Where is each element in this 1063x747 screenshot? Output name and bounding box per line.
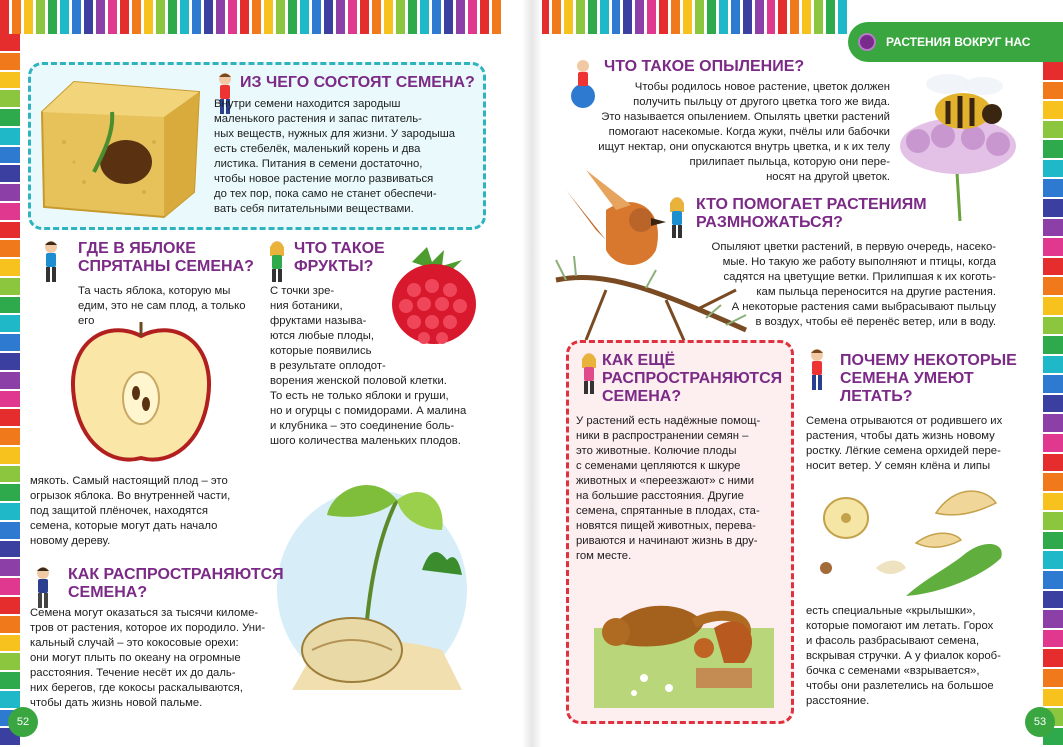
rainbow-stripe [814, 0, 826, 34]
sprouting-coconut-image [272, 460, 472, 700]
text-line: которые появились [270, 345, 372, 357]
text-line: ных веществ, нужных для жизни. У зародыша [214, 128, 456, 140]
text-line: Та часть яблока, которую мы [78, 285, 231, 297]
text-line: У растений есть надёжные помощ- [576, 415, 761, 427]
rainbow-stripe [408, 0, 420, 34]
text-line: шого количества маленьких плодов. [270, 435, 461, 447]
rainbow-stripe [0, 222, 20, 241]
rainbow-stripe [72, 0, 84, 34]
rainbow-stripe [0, 203, 20, 222]
rainbow-stripe [180, 0, 192, 34]
seeds-heading: ИЗ ЧЕГО СОСТОЯТ СЕМЕНА? [240, 74, 475, 91]
rainbow-stripe [468, 0, 480, 34]
text-line: носит ветер. У семян клёна и липы [806, 460, 991, 472]
rainbow-stripe [0, 297, 20, 316]
rainbow-border-top-left [0, 0, 512, 34]
text-line: чтобы новое растение могло развиваться [214, 173, 434, 185]
text-line: Семена могут оказаться за тысячи киломе- [30, 607, 259, 619]
rainbow-stripe [1043, 179, 1063, 199]
rainbow-stripe [360, 0, 372, 34]
text-line: бочка с семенами «взрывается», [806, 665, 980, 677]
rainbow-stripe [48, 0, 60, 34]
rainbow-stripe [0, 597, 20, 616]
rainbow-stripe [432, 0, 444, 34]
rainbow-stripe [276, 0, 288, 34]
rainbow-stripe [826, 0, 838, 34]
rainbow-stripe [1043, 532, 1063, 552]
rainbow-stripe [659, 0, 671, 34]
text-line: с семенами цепляются к шкуре [576, 460, 741, 472]
rainbow-stripe [1043, 317, 1063, 337]
rainbow-stripe [0, 109, 20, 128]
rainbow-stripe [84, 0, 96, 34]
rainbow-stripe [1043, 199, 1063, 219]
rainbow-stripe [635, 0, 647, 34]
rainbow-stripe [1043, 82, 1063, 102]
page-number-right: 53 [1025, 707, 1055, 737]
text-line: Внутри семени находится зародыш [214, 98, 401, 110]
fly-text-bottom [806, 604, 1046, 709]
rainbow-stripe [683, 0, 695, 34]
apple-heading: ГДЕ В ЯБЛОКЕ СПРЯТАНЫ СЕМЕНА? [78, 240, 254, 275]
text-line: Опыляют цветки растений, в первую очередь, насеко- [711, 241, 996, 253]
rainbow-stripe [1043, 473, 1063, 493]
rainbow-stripe [0, 522, 20, 541]
rainbow-stripe [1043, 121, 1063, 141]
rainbow-stripe [0, 372, 20, 391]
text-line: помогают насекомые. Когда жуки, пчёлы или бабочки [608, 126, 890, 138]
text-line: есть стебелёк, маленький корень и два [214, 143, 421, 155]
rainbow-stripe [0, 409, 20, 428]
text-line: Чтобы родилось новое растение, цветок должен [634, 81, 890, 93]
text-line: фруктами называ- [270, 315, 367, 327]
text-line: вскрывая стручки. А у фиалок короб- [806, 650, 1001, 662]
rainbow-stripe [1043, 669, 1063, 689]
rainbow-stripe [336, 0, 348, 34]
rainbow-stripe [1043, 512, 1063, 532]
rainbow-stripe [0, 391, 20, 410]
section-banner [848, 22, 1063, 62]
rainbow-stripe [480, 0, 492, 34]
rainbow-stripe [767, 0, 779, 34]
text-line: в результате оплодот- [270, 360, 386, 372]
rainbow-stripe [264, 0, 276, 34]
rainbow-stripe [1043, 454, 1063, 474]
text-line: до тех пор, пока само не станет обеспечи- [214, 188, 437, 200]
rainbow-stripe [790, 0, 802, 34]
rainbow-stripe [96, 0, 108, 34]
rainbow-stripe [492, 0, 504, 34]
rainbow-stripe [348, 0, 360, 34]
rainbow-stripe [0, 315, 20, 334]
rainbow-stripe [240, 0, 252, 34]
rainbow-stripe [204, 0, 216, 34]
rainbow-stripe [312, 0, 324, 34]
rainbow-stripe [288, 0, 300, 34]
rainbow-border-left [0, 34, 20, 747]
rainbow-stripe [802, 0, 814, 34]
rainbow-stripe [647, 0, 659, 34]
rainbow-stripe [755, 0, 767, 34]
rainbow-stripe [228, 0, 240, 34]
flying-seeds-image [806, 478, 1016, 606]
rainbow-stripe [0, 616, 20, 635]
raspberry-image [382, 242, 482, 352]
text-line: риваются и начинают жизнь в дру- [576, 535, 758, 547]
rainbow-stripe [132, 0, 144, 34]
text-line: кальный случай – это кокосовые орехи: [30, 637, 239, 649]
rainbow-stripe [384, 0, 396, 34]
rainbow-stripe [1043, 219, 1063, 239]
rainbow-stripe [372, 0, 384, 34]
text-line: и фасоль разбрасывают семена, [806, 635, 980, 647]
rainbow-stripe [564, 0, 576, 34]
rainbow-stripe [1043, 277, 1063, 297]
rainbow-stripe [1043, 610, 1063, 630]
rainbow-stripe [108, 0, 120, 34]
rainbow-stripe [0, 90, 20, 109]
rainbow-stripe [0, 672, 20, 691]
rainbow-stripe [0, 128, 20, 147]
rainbow-stripe [156, 0, 168, 34]
rainbow-stripe [600, 0, 612, 34]
text-line: ворения женской половой клетки. [270, 375, 447, 387]
text-line: получить пыльцу от другого цветка того же вида. [633, 96, 890, 108]
rainbow-border-right [1043, 62, 1063, 747]
rainbow-stripe [1043, 591, 1063, 611]
rainbow-stripe [1043, 140, 1063, 160]
page-number-left: 52 [8, 707, 38, 737]
rainbow-stripe [1043, 160, 1063, 180]
rainbow-stripe [0, 0, 12, 34]
text-line: в воздух, чтобы её перенёс ветер, или в воду. [755, 316, 996, 328]
rainbow-stripe [0, 165, 20, 184]
rainbow-stripe [0, 334, 20, 353]
rainbow-stripe [1043, 434, 1063, 454]
apple-half-image [66, 318, 216, 468]
text-line: новятся пищей животных, перева- [576, 520, 756, 532]
text-line: под защитой плёночек, находятся [30, 505, 208, 517]
rainbow-stripe [0, 484, 20, 503]
text-line: но и огурцы с помидорами. А малина [270, 405, 467, 417]
text-line: них берегов, где кокосы раскалываются, [30, 682, 243, 694]
boy-character-icon [42, 240, 60, 284]
text-line: расстояние. [806, 695, 870, 707]
text-line: чтобы дать жизнь новой пальме. [30, 697, 203, 709]
text-line: Семена отрываются от родившего их [806, 415, 1003, 427]
fly-text-top [806, 414, 1046, 474]
rainbow-stripe [0, 578, 20, 597]
text-line: мые. Но такую же работу выполняют и птицы, когда [722, 256, 996, 268]
rainbow-stripe [444, 0, 456, 34]
text-line: ются любые плоды, [270, 330, 374, 342]
rainbow-stripe [60, 0, 72, 34]
text-line: чтобы они разлетелись на большое [806, 680, 994, 692]
rainbow-stripe [1043, 689, 1063, 709]
text-line: А некоторые растения сами выбрасывают пыльцу [731, 301, 996, 313]
text-line: вать себя питательными веществами. [214, 203, 414, 215]
rainbow-stripe [0, 635, 20, 654]
text-line: это животные. Колючие плоды [576, 445, 737, 457]
rainbow-stripe [1043, 101, 1063, 121]
boy-character-icon [34, 566, 52, 610]
rainbow-stripe [120, 0, 132, 34]
rainbow-stripe [1043, 238, 1063, 258]
rainbow-stripe [576, 0, 588, 34]
helpers-heading: КТО ПОМОГАЕТ РАСТЕНИЯМ РАЗМНОЖАТЬСЯ? [696, 196, 927, 231]
text-line: животных и «переезжают» с ними [576, 475, 755, 487]
rainbow-stripe [0, 541, 20, 560]
rainbow-stripe [552, 0, 564, 34]
text-line: листика. Питания в семени достаточно, [214, 158, 423, 170]
rainbow-stripe [1043, 336, 1063, 356]
rainbow-stripe [623, 0, 635, 34]
rainbow-stripe [0, 447, 20, 466]
rainbow-stripe [1043, 493, 1063, 513]
text-line: едим, это не сам плод, а только его [78, 300, 246, 327]
rainbow-stripe [743, 0, 755, 34]
rainbow-stripe [168, 0, 180, 34]
rainbow-stripe [778, 0, 790, 34]
rainbow-stripe [1043, 414, 1063, 434]
book-spine [522, 0, 542, 747]
rainbow-stripe [671, 0, 683, 34]
girl-character-icon [268, 240, 286, 284]
text-line: ищут нектар, они опускаются внутрь цветка, и к их телу [598, 141, 890, 153]
rainbow-stripe [1043, 571, 1063, 591]
girl-character-icon [668, 196, 686, 240]
rainbow-stripe [0, 691, 20, 710]
text-line: на большие расстояния. Другие [576, 490, 744, 502]
text-line: С точки зре- [270, 285, 335, 297]
rainbow-stripe [612, 0, 624, 34]
rainbow-stripe [396, 0, 408, 34]
text-line: есть специальные «крылышки», [806, 605, 976, 617]
pollination-heading: ЧТО ТАКОЕ ОПЫЛЕНИЕ? [604, 58, 805, 75]
text-line: которые помогают им летать. Горох [806, 620, 994, 632]
seed-cross-section-image [34, 72, 204, 222]
text-line: они могут плыть по океану на огромные [30, 652, 241, 664]
text-line: новому дереву. [30, 535, 111, 547]
spread-text [30, 606, 290, 711]
text-line: и клубника – это соединение боль- [270, 420, 455, 432]
rainbow-stripe [216, 0, 228, 34]
rainbow-stripe [0, 503, 20, 522]
apple-text-bottom [30, 474, 260, 549]
rainbow-stripe [0, 53, 20, 72]
rainbow-stripe [0, 240, 20, 259]
rainbow-stripe [0, 278, 20, 297]
rainbow-stripe [24, 0, 36, 34]
spread-more-heading: КАК ЕЩЁ РАСПРОСТРАНЯЮТСЯ СЕМЕНА? [602, 352, 783, 405]
helpers-text [696, 240, 996, 330]
text-line: семена, спрятанные в плодах, ста- [576, 505, 760, 517]
seeds-text [214, 97, 476, 217]
text-line: маленького растения и запас питатель- [214, 113, 422, 125]
rainbow-stripe [0, 259, 20, 278]
text-line: огрызок яблока. Во внутренней части, [30, 490, 231, 502]
rainbow-stripe [0, 147, 20, 166]
text-line: ники в распространении семян – [576, 430, 749, 442]
text-line: садятся на цветущие ветки. Прилипшая к их коготь- [723, 271, 996, 283]
rainbow-stripe [1043, 375, 1063, 395]
rainbow-stripe [1043, 297, 1063, 317]
rainbow-stripe [1043, 551, 1063, 571]
rainbow-stripe [36, 0, 48, 34]
rainbow-stripe [0, 428, 20, 447]
rainbow-stripe [0, 653, 20, 672]
girl-character-icon [580, 352, 598, 396]
text-line: тров от растения, которое их породило. Уни- [30, 622, 266, 634]
rainbow-stripe [144, 0, 156, 34]
text-line: растения, чтобы дать жизнь новому [806, 430, 995, 442]
rainbow-stripe [0, 466, 20, 485]
bullet-dot-icon [858, 33, 876, 51]
rainbow-stripe [695, 0, 707, 34]
spread-more-text [576, 414, 786, 564]
section-title: РАСТЕНИЯ ВОКРУГ НАС [886, 35, 1031, 49]
rainbow-stripe [838, 0, 850, 34]
rainbow-stripe [300, 0, 312, 34]
rainbow-stripe [12, 0, 24, 34]
rainbow-stripe [0, 559, 20, 578]
fly-heading: ПОЧЕМУ НЕКОТОРЫЕ СЕМЕНА УМЕЮТ ЛЕТАТЬ? [840, 352, 1017, 405]
fruits-heading: ЧТО ТАКОЕ ФРУКТЫ? [294, 240, 385, 275]
text-line: семена, которые могут дать начало [30, 520, 218, 532]
text-line: носят на другой цветок. [766, 171, 890, 183]
text-line: То есть не только яблоки и груши, [270, 390, 449, 402]
text-line: мякоть. Самый настоящий плод – это [30, 475, 228, 487]
rainbow-stripe [1043, 395, 1063, 415]
text-line: гом месте. [576, 550, 632, 562]
rainbow-stripe [0, 353, 20, 372]
rainbow-stripe [731, 0, 743, 34]
rainbow-stripe [420, 0, 432, 34]
rainbow-border-top-right [540, 0, 850, 34]
rainbow-stripe [707, 0, 719, 34]
text-line: расстояния. Течение несёт их до даль- [30, 667, 236, 679]
spread-heading: КАК РАСПРОСТРАНЯЮТСЯ СЕМЕНА? [68, 566, 284, 601]
text-line: кам пыльца переносится на другие растения. [756, 286, 996, 298]
rainbow-stripe [0, 34, 20, 53]
animals-in-meadow-image [594, 568, 774, 708]
rainbow-stripe [1043, 649, 1063, 669]
rainbow-stripe [324, 0, 336, 34]
rainbow-stripe [0, 184, 20, 203]
rainbow-stripe [588, 0, 600, 34]
rainbow-stripe [1043, 356, 1063, 376]
rainbow-stripe [1043, 258, 1063, 278]
text-line: ростку. Лёгкие семена орхидей пере- [806, 445, 1001, 457]
text-line: ния ботаники, [270, 300, 343, 312]
text-line: прилипает пыльца, которую они пере- [689, 156, 890, 168]
rainbow-stripe [192, 0, 204, 34]
text-line: Это называется опылением. Опылять цветки растений [601, 111, 890, 123]
rainbow-stripe [719, 0, 731, 34]
rainbow-stripe [456, 0, 468, 34]
rainbow-stripe [1043, 630, 1063, 650]
rainbow-stripe [0, 72, 20, 91]
boy-character-icon [808, 348, 826, 392]
rainbow-stripe [252, 0, 264, 34]
rainbow-stripe [1043, 62, 1063, 82]
